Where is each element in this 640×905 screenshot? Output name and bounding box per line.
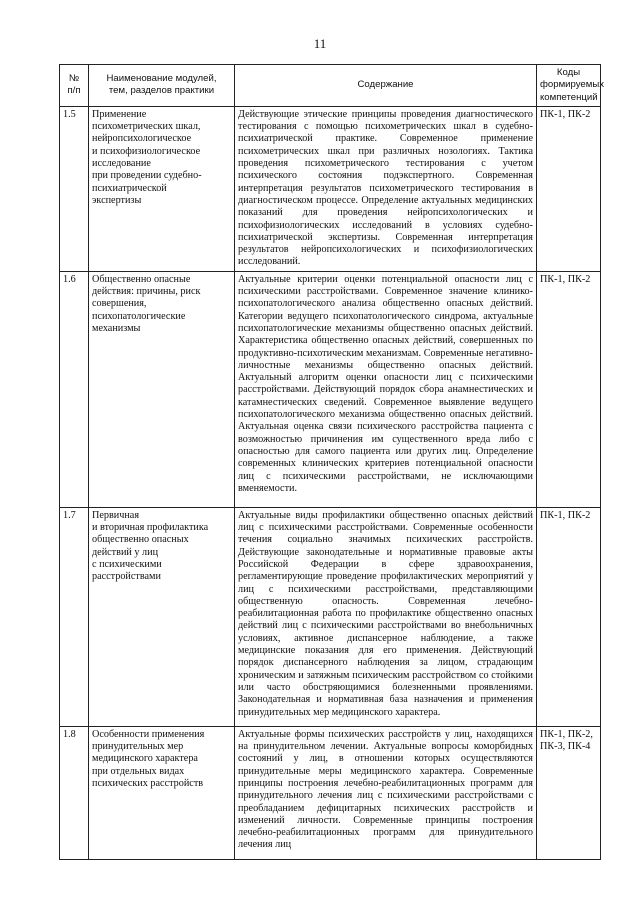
row-content: Актуальные виды профилактики общественно опасных действий лиц с психическими расстройствами. Современные особенности течения социально значимых психических расстройств. Действующие законодательные и нормативные правовые акты Российской Федерации в сфере здравоохранения, регламентирующие проведение профилактических мероприятий у лиц с психическими расстройствами, представляющими общественную опасность. Современная лечебно-реабилитационная работа по профилактике общественно опасных действий лиц с психическими расстройствами во внебольничных условиях, активное диспансерное наблюдение, а также медицинские показания для его применения. Действующий порядок диспансерного наблюдения за лицом, страдающим хроническим и затяжным психическим расстройством со стойкими или часто обостряющимися болезненными проявлениями. Законодательная и нормативная база назначения и применения принудительных мер медицинского характера. xyxy=(235,507,537,726)
row-content: Действующие этические принципы проведения диагностического тестирования с помощью психометрических шкал в судебно-психиатрической практике. Современное применение психометрических шкал при различных нозологиях. Тактика проведения психометрического тестирования с учетом психического состояния подэкспертного. Современная интерпретация результатов психометрического тестирования в диагностическом процессе. Определение актуальных медицинских показаний для проведения нейропсихологических и психофизиологических исследований в условиях судебно-психиатрической экспертизы. Современная интерпретация результатов нейропсихологических и психофизиологических исследований. xyxy=(235,106,537,271)
header-codes-label: Коды формируемых компетенций xyxy=(540,67,605,103)
row-number: 1.8 xyxy=(60,726,89,859)
row-number: 1.5 xyxy=(60,106,89,271)
row-content-text: Актуальные формы психических расстройств у лиц, находящихся на принудительном лечении. Актуальные вопросы коморбидных состояний у лиц, в отношении которых осуществляются принудительные меры медицинского характера. Современные принципы построения лечебно-реабилитационных программ для принудительного лечения лиц с психическими расстройствами с преобладанием дефицитарных психических расстройств и изменений личности. Современные принципы построения лечебно-реабилитационных программ для принудительного лечения лиц xyxy=(238,728,533,851)
header-content xyxy=(235,65,537,107)
row-codes: ПК-1, ПК-2 xyxy=(537,106,601,271)
row-codes: ПК-1, ПК-2 xyxy=(537,507,601,726)
row-title: Особенности применения принудительных мер медицинского характера при отдельных видах психических расстройств xyxy=(89,726,235,859)
table-row xyxy=(60,106,601,271)
row-codes: ПК-1, ПК-2 xyxy=(537,271,601,507)
row-title: Первичная и вторичная профилактика общественно опасных действий у лиц с психическими расстройствами xyxy=(89,507,235,726)
row-content: Актуальные критерии оценки потенциальной опасности лиц с психическими расстройствами. Современное значение клинико-психопатологического анализа общественно опасных действий. Категории ведущего психопатологического синдрома, актуальные психопатологические механизмы общественно опасных действий. Характеристика общественно опасных действий, совершенных по продуктивно-психотическим механизмам. Современные негативно-личностные механизмы общественно опасных действий. Актуальный алгоритм оценки опасности лиц с психическими расстройствами. Действующий порядок сбора анамнестических и катамнестических сведений. Современное выявление ведущего психопатологического механизма общественно опасных действий. Актуальная оценка связи психического расстройства пациента с возможностью причинения им существенного вреда либо с опасностью для самого пациента или других лиц. Определение современных клинических критериев потенциальной опасности лиц с психическими расстройствами, не исключающими вменяемости. xyxy=(235,271,537,507)
table-row xyxy=(60,726,601,859)
practice-modules-table xyxy=(59,64,605,860)
row-title: Применение психометрических шкал, нейропсихологическое и психофизиологическое исследование при проведении судебно- психиатрической экспертизы xyxy=(89,106,235,271)
table-row xyxy=(60,507,601,726)
header-title-label: Наименование модулей, тем, разделов практики xyxy=(106,73,217,97)
header-codes xyxy=(537,65,605,107)
header-number xyxy=(60,65,89,107)
header-content-label: Содержание xyxy=(357,79,414,91)
page-number: 11 xyxy=(313,36,327,51)
row-number: 1.7 xyxy=(60,507,89,726)
row-number: 1.6 xyxy=(60,271,89,507)
header-number-label: № п/п xyxy=(67,73,81,97)
table-header-row xyxy=(60,65,601,107)
row-codes: ПК-1, ПК-2, ПК-3, ПК-4 xyxy=(537,726,601,859)
table-row xyxy=(60,271,601,507)
row-content xyxy=(235,726,537,859)
header-title xyxy=(89,65,235,107)
row-title: Общественно опасные действия: причины, риск совершения, психопатологические механизмы xyxy=(89,271,235,507)
